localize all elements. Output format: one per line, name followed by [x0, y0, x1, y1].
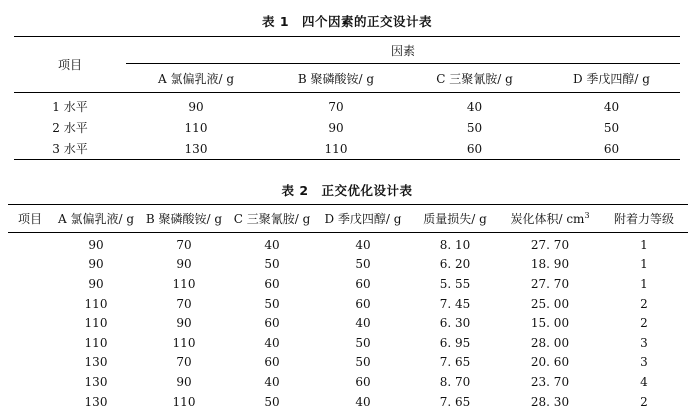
table2-caption: 表 2 正交优化设计表: [281, 183, 413, 198]
table-cell: 70: [328, 99, 344, 114]
table-cell: 1: [640, 257, 648, 272]
table-cell: [8, 294, 52, 314]
table2-column-header: 项目: [8, 205, 52, 233]
table-row: [8, 255, 688, 275]
table-cell: 90: [176, 257, 192, 272]
table2-column-header: 质量损失/ g: [410, 205, 500, 233]
table-cell: 2 水平: [52, 121, 88, 135]
table-cell: 90: [176, 316, 192, 331]
table-cell: 110: [172, 394, 196, 409]
table-cell: 3 水平: [52, 142, 88, 156]
table-cell: 90: [88, 257, 104, 272]
table-row: [14, 117, 680, 138]
table-cell: 1 水平: [52, 100, 88, 114]
table-cell: 70: [176, 296, 192, 311]
table-cell: 60: [264, 276, 280, 291]
table-cell: 27. 70: [530, 276, 570, 291]
table-row: [8, 392, 688, 411]
table-cell: 6. 20: [439, 257, 471, 272]
volume-unit-label: 炭化体积/ cm: [510, 212, 585, 226]
table1-column-header: A 氯偏乳液/ g: [126, 64, 266, 93]
table-cell: 60: [603, 141, 620, 156]
table-cell: 4: [640, 374, 648, 389]
table-cell: 70: [176, 355, 192, 370]
table-cell: 2: [640, 316, 648, 331]
table-cell: 60: [264, 355, 280, 370]
table-cell: 18. 90: [530, 257, 570, 272]
table-cell: 90: [188, 99, 204, 114]
table-cell: [8, 233, 52, 255]
table-row: [8, 233, 688, 255]
table-cell: 3: [640, 355, 648, 370]
table-cell: 110: [324, 141, 348, 156]
table-cell: 50: [264, 394, 280, 409]
table-cell: 7. 45: [439, 296, 471, 311]
table-cell: [8, 274, 52, 294]
table-cell: 40: [264, 237, 280, 252]
table-cell: 50: [603, 120, 620, 135]
table1-group-header: 因素: [126, 37, 680, 64]
table-row: [8, 372, 688, 392]
table-cell: 40: [355, 316, 371, 331]
table-cell: 50: [264, 296, 280, 311]
table-cell: 40: [355, 394, 371, 409]
table-cell: 15. 00: [530, 316, 570, 331]
table-cell: 28. 30: [530, 394, 570, 409]
table-cell: [8, 313, 52, 333]
table2-column-header: [500, 205, 600, 233]
table-cell: 40: [466, 99, 483, 114]
table-cell: 2: [640, 394, 648, 409]
table-cell: 130: [184, 141, 208, 156]
table-cell: 5. 55: [439, 276, 471, 291]
table1-orthogonal-design: [14, 36, 680, 160]
table-cell: 110: [84, 335, 108, 350]
table-cell: 110: [84, 296, 108, 311]
table1-column-header: C 三聚氰胺/ g: [406, 64, 543, 93]
table-cell: 60: [355, 296, 371, 311]
table-cell: 70: [176, 237, 192, 252]
table-row: [8, 353, 688, 373]
table-cell: 40: [264, 335, 280, 350]
table-cell: 90: [328, 120, 344, 135]
table-cell: 8. 10: [439, 237, 471, 252]
table-cell: [8, 255, 52, 275]
table-cell: 110: [184, 120, 208, 135]
unit-superscript: 3: [584, 211, 590, 220]
table-cell: 40: [264, 374, 280, 389]
table-cell: 60: [355, 374, 371, 389]
table-cell: 90: [88, 237, 104, 252]
table-cell: 50: [466, 120, 483, 135]
table-cell: [8, 333, 52, 353]
table-cell: 90: [88, 276, 104, 291]
table-cell: 130: [84, 374, 108, 389]
table-cell: 1: [640, 237, 648, 252]
table2-column-header: C 三聚氰胺/ g: [228, 205, 316, 233]
table-cell: 50: [355, 257, 371, 272]
table2-column-header: D 季戊四醇/ g: [316, 205, 410, 233]
table1-column-header: D 季戊四醇/ g: [543, 64, 680, 93]
table-cell: 3: [640, 335, 648, 350]
table-cell: 50: [355, 335, 371, 350]
table-cell: 50: [264, 257, 280, 272]
table-cell: [8, 353, 52, 373]
table-cell: 40: [603, 99, 620, 114]
table-cell: 90: [176, 374, 192, 389]
table-cell: 28. 00: [530, 335, 570, 350]
table-cell: 27. 70: [530, 237, 570, 252]
table-cell: 23. 70: [530, 374, 570, 389]
table2-orthogonal-optimization: [8, 204, 688, 411]
table-cell: 50: [355, 355, 371, 370]
table-cell: 6. 95: [439, 335, 471, 350]
table-cell: [8, 372, 52, 392]
table-cell: 130: [84, 355, 108, 370]
table2-column-header: A 氯偏乳液/ g: [52, 205, 140, 233]
table-row: [14, 93, 680, 118]
table-cell: 40: [355, 237, 371, 252]
table1-caption: 表 1 四个因素的正交设计表: [261, 14, 433, 29]
table-cell: 7. 65: [439, 355, 471, 370]
table-cell: 25. 00: [530, 296, 570, 311]
table-cell: [8, 392, 52, 411]
table-row: [14, 138, 680, 160]
table-cell: 1: [640, 276, 648, 291]
table-cell: 110: [172, 335, 196, 350]
table-row: [8, 294, 688, 314]
table2-column-header: B 聚磷酸铵/ g: [140, 205, 228, 233]
table-row: [8, 274, 688, 294]
table-row: [8, 333, 688, 353]
table-cell: 110: [172, 276, 196, 291]
table2-column-header: 附着力等级: [600, 205, 688, 233]
table1-column-header: B 聚磷酸铵/ g: [266, 64, 406, 93]
table-cell: 8. 70: [439, 374, 471, 389]
table-cell: 130: [84, 394, 108, 409]
table-row: [8, 313, 688, 333]
table-cell: 110: [84, 316, 108, 331]
table-cell: 20. 60: [530, 355, 570, 370]
table-cell: 2: [640, 296, 648, 311]
table1-row-header: 项目: [14, 37, 126, 93]
table-cell: 60: [264, 316, 280, 331]
table-cell: 60: [355, 276, 371, 291]
table-cell: 6. 30: [439, 316, 471, 331]
table-cell: 7. 65: [439, 394, 471, 409]
table-cell: 60: [466, 141, 483, 156]
